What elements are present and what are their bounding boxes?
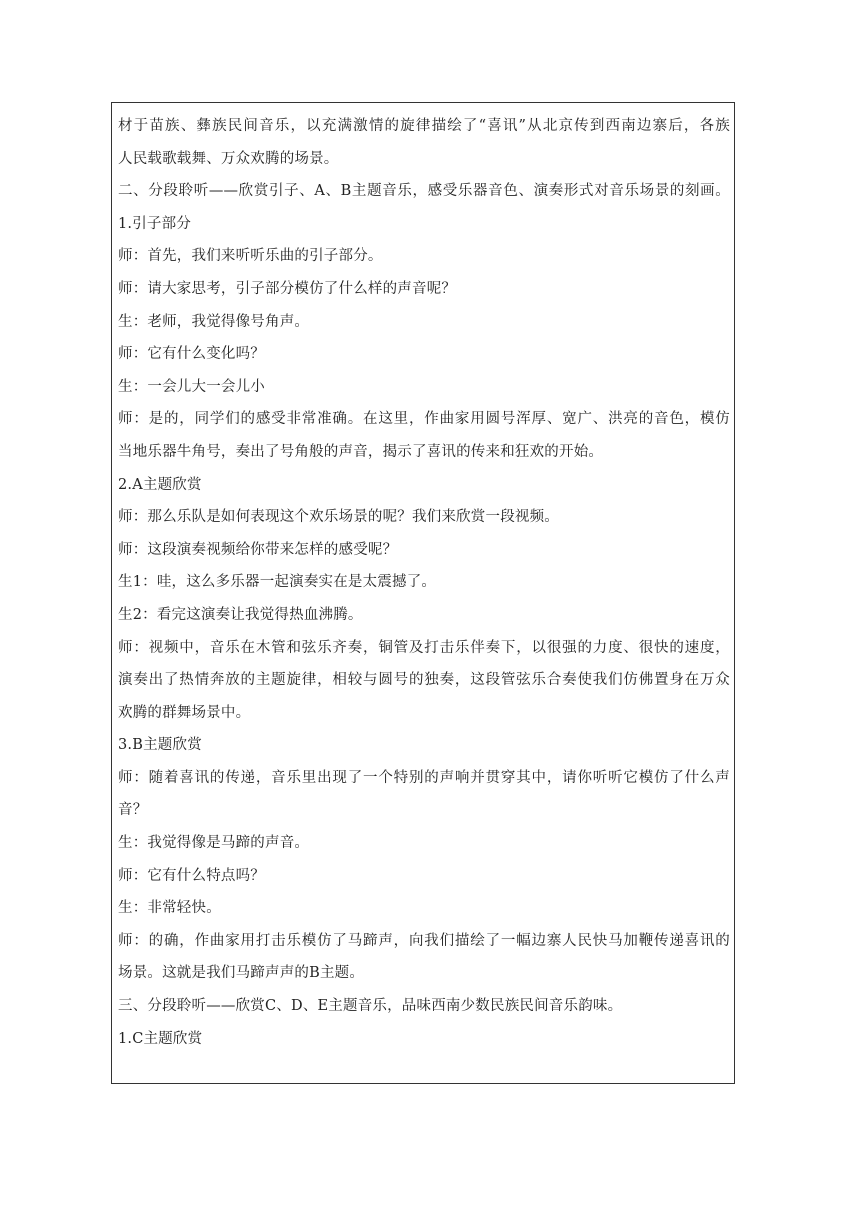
text-line: 场景。这就是我们马蹄声声的B主题。 <box>118 965 365 982</box>
text-line: 生：我觉得像是马蹄的声音。 <box>118 835 310 852</box>
text-line: 师：那么乐队是如何表现这个欢乐场景的呢？我们来欣赏一段视频。 <box>118 509 559 526</box>
text-line: 3.B主题欣赏 <box>118 737 202 754</box>
text-line: 生：一会儿大一会儿小 <box>118 378 265 395</box>
text-line: 演奏出了热情奔放的主题旋律，相较与圆号的独奏，这段管弦乐合奏使我们仿佛置身在万众 <box>118 672 730 689</box>
text-line: 生1：哇，这么多乐器一起演奏实在是太震撼了。 <box>118 574 437 591</box>
text-line: 人民载歌载舞、万众欢腾的场景。 <box>118 150 339 167</box>
text-line: 师：请大家思考，引子部分模仿了什么样的声音呢？ <box>118 280 457 297</box>
text-line: 生2：看完这演奏让我觉得热血沸腾。 <box>118 606 363 623</box>
text-line: 1.引子部分 <box>118 215 192 232</box>
text-line: 师：它有什么变化吗？ <box>118 346 265 363</box>
text-line: 师：这段演奏视频给你带来怎样的感受呢？ <box>118 541 398 558</box>
text-line: 1.C主题欣赏 <box>118 1030 203 1047</box>
text-line: 师：视频中，音乐在木管和弦乐齐奏，铜管及打击乐伴奏下，以很强的力度、很快的速度， <box>118 639 730 656</box>
text-line: 当地乐器牛角号，奏出了号角般的声音，揭示了喜讯的传来和狂欢的开始。 <box>118 443 604 460</box>
text-line: 师：是的，同学们的感受非常准确。在这里，作曲家用圆号浑厚、宽广、洪亮的音色，模仿 <box>118 411 730 428</box>
text-line: 音？ <box>118 802 148 819</box>
text-line: 师：的确，作曲家用打击乐模仿了马蹄声，向我们描绘了一幅边寨人民快马加鞭传递喜讯的 <box>118 932 730 949</box>
text-line: 师：随着喜讯的传递，音乐里出现了一个特别的声响并贯穿其中，请你听听它模仿了什么声 <box>118 769 730 786</box>
text-line: 二、分段聆听——欣赏引子、A、B主题音乐，感受乐器音色、演奏形式对音乐场景的刻画。 <box>118 183 730 200</box>
text-line: 2.A主题欣赏 <box>118 476 202 493</box>
text-line: 材于苗族、彝族民间音乐，以充满激情的旋律描绘了“喜讯”从北京传到西南边寨后，各族 <box>118 118 730 134</box>
text-line: 生：老师，我觉得像号角声。 <box>118 313 310 330</box>
text-line: 三、分段聆听——欣赏C、D、E主题音乐，品味西南少数民族民间音乐韵味。 <box>118 998 623 1015</box>
text-line: 生：非常轻快。 <box>118 900 221 917</box>
table-cell-frame <box>111 102 735 1084</box>
text-line: 师：首先，我们来听听乐曲的引子部分。 <box>118 248 383 265</box>
text-line: 欢腾的群舞场景中。 <box>118 704 251 721</box>
document-body <box>118 110 730 1055</box>
text-line: 师：它有什么特点吗？ <box>118 867 265 884</box>
